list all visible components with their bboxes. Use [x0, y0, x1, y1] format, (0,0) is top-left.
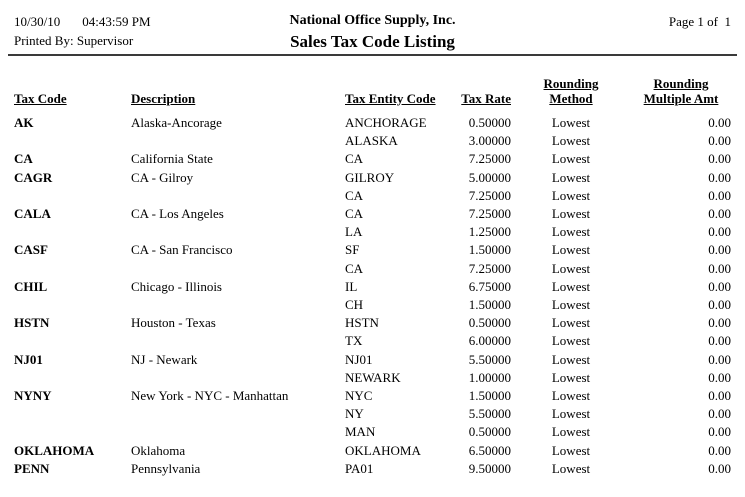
- tax-entity-code-cell: CA: [345, 206, 364, 222]
- tax-code-cell: [14, 332, 131, 350]
- tax-code-cell: CHIL: [14, 278, 48, 294]
- table-row: [14, 278, 731, 296]
- rounding-method-cell: Lowest: [551, 169, 591, 185]
- tax-entity-code-cell: MAN: [345, 424, 376, 440]
- rounding-multiple-amt-cell: 0.00: [708, 460, 731, 476]
- description-cell: Pennsylvania: [131, 460, 201, 476]
- rounding-method-cell: Lowest: [551, 442, 591, 458]
- rounding-multiple-amt-cell: 0.00: [708, 388, 731, 404]
- table-row: [14, 187, 731, 205]
- rounding-method-cell: Lowest: [551, 187, 591, 203]
- description-cell: Chicago - Illinois: [131, 278, 222, 294]
- rounding-method-cell: Lowest: [551, 260, 591, 276]
- tax-rate-cell: 7.25000: [468, 187, 511, 203]
- tax-code-cell: [14, 187, 131, 205]
- description-cell: CA - San Francisco: [131, 242, 233, 258]
- tax-code-table: [14, 76, 731, 478]
- page-number: Page 1 of 1: [668, 14, 731, 29]
- column-header-description: [131, 76, 345, 114]
- rounding-method-cell: Lowest: [551, 297, 591, 313]
- tax-rate-cell: 7.25000: [468, 206, 511, 222]
- rounding-method-cell: Lowest: [551, 224, 591, 240]
- description-cell: [131, 223, 345, 241]
- column-header-text: Tax Code: [14, 91, 67, 106]
- tax-entity-code-cell: NEWARK: [345, 369, 401, 385]
- rounding-multiple-amt-cell: 0.00: [708, 406, 731, 422]
- tax-entity-code-cell: CA: [345, 260, 364, 276]
- table-row: [14, 314, 731, 332]
- tax-code-cell: PENN: [14, 460, 50, 476]
- tax-entity-code-cell: IL: [345, 278, 358, 294]
- tax-entity-code-cell: NYC: [345, 388, 373, 404]
- rounding-method-cell: Lowest: [551, 315, 591, 331]
- column-header-rounding-multiple-amt: [631, 76, 731, 114]
- tax-code-cell: CAGR: [14, 169, 53, 185]
- rounding-method-cell: Lowest: [551, 133, 591, 149]
- tax-rate-cell: 1.50000: [468, 242, 511, 258]
- company-name: National Office Supply, Inc.: [289, 13, 456, 28]
- tax-code-cell: CA: [14, 151, 33, 167]
- tax-code-cell: [14, 369, 131, 387]
- table-row: [14, 442, 731, 460]
- rounding-multiple-amt-cell: 0.00: [708, 278, 731, 294]
- table-row: [14, 387, 731, 405]
- rounding-method-cell: Lowest: [551, 333, 591, 349]
- rounding-multiple-amt-cell: 0.00: [708, 351, 731, 367]
- rounding-multiple-amt-cell: 0.00: [708, 206, 731, 222]
- table-header-row: [14, 76, 731, 114]
- tax-rate-cell: 6.75000: [468, 278, 511, 294]
- column-header-text: Rounding: [543, 76, 599, 91]
- tax-entity-code-cell: SF: [345, 242, 360, 258]
- tax-entity-code-cell: HSTN: [345, 315, 379, 331]
- rounding-multiple-amt-cell: 0.00: [708, 424, 731, 440]
- rounding-multiple-amt-cell: 0.00: [708, 369, 731, 385]
- tax-entity-code-cell: CA: [345, 151, 364, 167]
- column-header-text: Multiple Amt: [643, 91, 719, 106]
- table-row: [14, 405, 731, 423]
- tax-entity-code-cell: NY: [345, 406, 364, 422]
- rounding-method-cell: Lowest: [551, 424, 591, 440]
- tax-entity-code-cell: ANCHORAGE: [345, 115, 427, 130]
- print-info: [14, 12, 151, 50]
- table-row: [14, 169, 731, 187]
- tax-code-cell: NJ01: [14, 351, 43, 367]
- description-cell: [131, 187, 345, 205]
- column-header-tax-rate: [455, 76, 511, 114]
- tax-code-cell: [14, 132, 131, 150]
- table-row: [14, 205, 731, 223]
- table-row: [14, 423, 731, 441]
- tax-entity-code-cell: ALASKA: [345, 133, 398, 149]
- rounding-method-cell: Lowest: [551, 206, 591, 222]
- rounding-multiple-amt-cell: 0.00: [708, 260, 731, 276]
- tax-entity-code-cell: OKLAHOMA: [345, 442, 421, 458]
- table-row: [14, 460, 731, 478]
- tax-rate-cell: 1.50000: [468, 388, 511, 404]
- tax-rate-cell: 9.50000: [468, 460, 511, 476]
- tax-rate-cell: 5.00000: [468, 169, 511, 185]
- header-divider: [8, 54, 737, 56]
- tax-code-cell: [14, 296, 131, 314]
- rounding-multiple-amt-cell: 0.00: [708, 442, 731, 458]
- table-row: [14, 132, 731, 150]
- rounding-multiple-amt-cell: 0.00: [708, 151, 731, 167]
- tax-rate-cell: 5.50000: [468, 406, 511, 422]
- tax-entity-code-cell: CH: [345, 297, 364, 313]
- table-row: [14, 351, 731, 369]
- description-cell: [131, 369, 345, 387]
- table-row: [14, 114, 731, 132]
- description-cell: New York - NYC - Manhattan: [131, 388, 289, 404]
- rounding-method-cell: Lowest: [551, 242, 591, 258]
- column-header-text: Description: [131, 91, 196, 106]
- column-header-rounding-method: [511, 76, 631, 114]
- tax-rate-cell: 1.25000: [468, 224, 511, 240]
- tax-code-cell: AK: [14, 115, 34, 130]
- description-cell: [131, 332, 345, 350]
- rounding-method-cell: Lowest: [551, 151, 591, 167]
- table-row: [14, 150, 731, 168]
- tax-rate-cell: 1.00000: [468, 369, 511, 385]
- table-row: [14, 332, 731, 350]
- rounding-method-cell: Lowest: [551, 115, 591, 130]
- printed-by: Printed By: Supervisor: [14, 33, 134, 48]
- tax-rate-cell: 7.25000: [468, 260, 511, 276]
- description-cell: Oklahoma: [131, 442, 186, 458]
- print-dateline: [14, 12, 151, 31]
- tax-entity-code-cell: NJ01: [345, 351, 373, 367]
- column-header-text: Tax Rate: [461, 91, 511, 106]
- tax-entity-code-cell: TX: [345, 333, 363, 349]
- description-cell: NJ - Newark: [131, 351, 198, 367]
- tax-rate-cell: 0.50000: [468, 115, 511, 130]
- tax-rate-cell: 7.25000: [468, 151, 511, 167]
- tax-rate-cell: 0.50000: [468, 424, 511, 440]
- tax-entity-code-cell: PA01: [345, 460, 374, 476]
- rounding-method-cell: Lowest: [551, 278, 591, 294]
- tax-entity-code-cell: CA: [345, 187, 364, 203]
- rounding-multiple-amt-cell: 0.00: [708, 224, 731, 240]
- rounding-multiple-amt-cell: 0.00: [708, 333, 731, 349]
- table-row: [14, 241, 731, 259]
- print-date: 10/30/10: [14, 14, 61, 29]
- table-row: [14, 260, 731, 278]
- tax-rate-cell: 3.00000: [468, 133, 511, 149]
- tax-entity-code-cell: LA: [345, 224, 363, 240]
- description-cell: Alaska-Ancorage: [131, 115, 222, 130]
- rounding-multiple-amt-cell: 0.00: [708, 115, 731, 130]
- tax-rate-cell: 6.00000: [468, 333, 511, 349]
- description-cell: CA - Gilroy: [131, 169, 194, 185]
- description-cell: [131, 260, 345, 278]
- tax-code-cell: [14, 423, 131, 441]
- tax-rate-cell: 6.50000: [468, 442, 511, 458]
- description-cell: [131, 132, 345, 150]
- tax-table-body: [14, 114, 731, 478]
- tax-entity-code-cell: GILROY: [345, 169, 395, 185]
- print-time: 04:43:59 PM: [82, 14, 151, 29]
- description-cell: [131, 423, 345, 441]
- rounding-multiple-amt-cell: 0.00: [708, 133, 731, 149]
- tax-rate-cell: 5.50000: [468, 351, 511, 367]
- column-header-text: Tax Entity Code: [345, 91, 436, 106]
- tax-code-cell: HSTN: [14, 315, 50, 331]
- description-cell: [131, 296, 345, 314]
- rounding-method-cell: Lowest: [551, 460, 591, 476]
- table-row: [14, 296, 731, 314]
- rounding-method-cell: Lowest: [551, 369, 591, 385]
- rounding-multiple-amt-cell: 0.00: [708, 187, 731, 203]
- tax-rate-cell: 0.50000: [468, 315, 511, 331]
- column-header-tax-entity-code: [345, 76, 455, 114]
- description-cell: CA - Los Angeles: [131, 206, 224, 222]
- table-row: [14, 369, 731, 387]
- column-header-text: Method: [549, 91, 593, 106]
- description-cell: California State: [131, 151, 213, 167]
- tax-code-cell: NYNY: [14, 388, 52, 404]
- report-titles: [289, 12, 455, 52]
- column-header-tax-code: [14, 76, 131, 114]
- tax-code-cell: [14, 260, 131, 278]
- rounding-multiple-amt-cell: 0.00: [708, 297, 731, 313]
- tax-code-cell: OKLAHOMA: [14, 442, 95, 458]
- description-cell: Houston - Texas: [131, 315, 216, 331]
- column-header-text: Rounding: [653, 76, 709, 91]
- description-cell: [131, 405, 345, 423]
- tax-code-cell: [14, 223, 131, 241]
- report-title: Sales Tax Code Listing: [290, 32, 455, 51]
- rounding-multiple-amt-cell: 0.00: [708, 169, 731, 185]
- rounding-method-cell: Lowest: [551, 406, 591, 422]
- rounding-method-cell: Lowest: [551, 388, 591, 404]
- tax-code-cell: CASF: [14, 242, 48, 258]
- table-row: [14, 223, 731, 241]
- rounding-multiple-amt-cell: 0.00: [708, 315, 731, 331]
- tax-rate-cell: 1.50000: [468, 297, 511, 313]
- tax-code-cell: CALA: [14, 206, 51, 222]
- report-header: [14, 12, 731, 54]
- tax-code-cell: [14, 405, 131, 423]
- rounding-method-cell: Lowest: [551, 351, 591, 367]
- rounding-multiple-amt-cell: 0.00: [708, 242, 731, 258]
